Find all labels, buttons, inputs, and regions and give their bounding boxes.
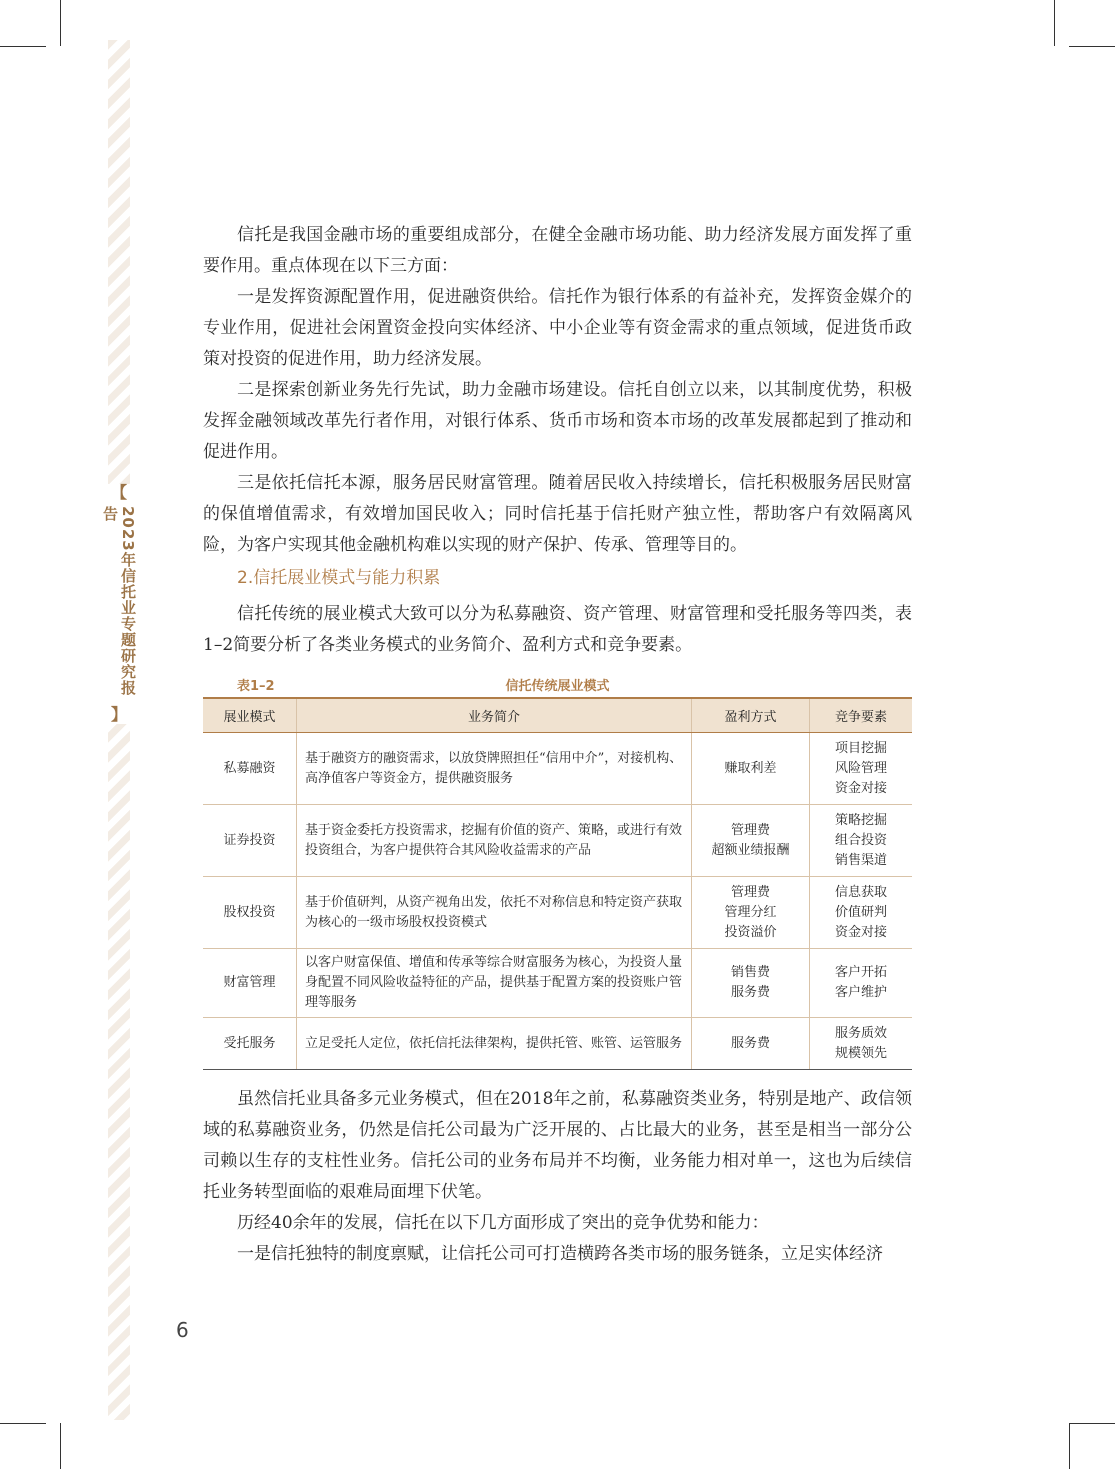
table-row xyxy=(203,805,912,877)
table-number: 表1–2 xyxy=(237,679,275,694)
paragraph: 信托是我国金融市场的重要组成部分，在健全金融市场功能、助力经济发展方面发挥了重要作用。重点体现在以下三方面： xyxy=(203,225,912,276)
table-caption xyxy=(203,671,912,695)
profit-cell xyxy=(692,805,810,877)
factor-item: 服务质效 xyxy=(834,1025,887,1041)
crop-mark xyxy=(60,0,61,46)
section-heading: 2.信托展业模式与能力积累 xyxy=(237,568,441,588)
factor-cell xyxy=(810,805,913,877)
profit-item: 管理费 xyxy=(730,884,770,900)
table-row xyxy=(203,877,912,949)
intro-cell: 基于价值研判，从资产视角出发，依托不对称信息和特定资产获取为核心的一级市场股权投资模式 xyxy=(297,877,692,949)
factor-item: 资金对接 xyxy=(834,924,887,940)
table-header-cell: 竞争要素 xyxy=(810,698,913,733)
paragraph: 历经40余年的发展，信托在以下几方面形成了突出的竞争优势和能力： xyxy=(237,1213,769,1233)
profit-item: 赚取利差 xyxy=(724,760,777,776)
table-header-cell: 业务简介 xyxy=(297,698,692,733)
mode-cell: 受托服务 xyxy=(203,1018,297,1070)
table-header-row xyxy=(203,698,912,733)
factor-cell xyxy=(810,1018,913,1070)
factor-item: 资金对接 xyxy=(834,780,887,796)
side-decorative-pattern xyxy=(108,40,130,1420)
factor-item: 风险管理 xyxy=(834,760,887,776)
profit-cell xyxy=(692,949,810,1018)
intro-cell: 以客户财富保值、增值和传承等综合财富服务为核心，为投资人量身配置不同风险收益特征的产品，提供基于配置方案的投资账户管理等服务 xyxy=(297,949,692,1018)
factor-item: 客户开拓 xyxy=(834,965,887,980)
intro-cell: 基于融资方的融资需求，以放贷牌照担任“信用中介”，对接机构、高净值客户等资金方，提供融资服务 xyxy=(297,733,692,805)
profit-item: 服务费 xyxy=(730,1035,770,1051)
factor-item: 组合投资 xyxy=(834,832,887,848)
factor-item: 项目挖掘 xyxy=(834,740,887,756)
table-row xyxy=(203,949,912,1018)
intro-cell: 基于资金委托方投资需求，挖掘有价值的资产、策略，或进行有效投资组合，为客户提供符合其风险收益需求的产品 xyxy=(297,805,692,877)
profit-cell xyxy=(692,877,810,949)
crop-mark xyxy=(0,46,46,47)
crop-mark xyxy=(1069,1423,1070,1469)
paragraph: 一是信托独特的制度禀赋，让信托公司可打造横跨各类市场的服务链条，立足实体经济 xyxy=(237,1244,883,1264)
table-row xyxy=(203,1018,912,1070)
factor-item: 信息获取 xyxy=(834,884,887,900)
factor-item: 销售渠道 xyxy=(834,852,887,868)
profit-item: 销售费 xyxy=(730,965,770,980)
paragraph: 虽然信托业具备多元业务模式，但在2018年之前，私募融资类业务，特别是地产、政信领域的私募融资业务，仍然是信托公司最为广泛开展的、占比最大的业务，甚至是相当一部分公司赖以生存的支柱性业务。信托公司的业务布局并不均衡，业务能力相对单一，这也为后续信托业务转型面临的艰难局面埋下伏笔。 xyxy=(203,1089,912,1202)
crop-mark xyxy=(1069,1423,1115,1424)
factor-cell xyxy=(810,949,913,1018)
paragraph: 一是发挥资源配置作用，促进融资供给。信托作为银行体系的有益补充，发挥资金媒介的专业作用，促进社会闲置资金投向实体经济、中小企业等有资金需求的重点领域，促进货币政策对投资的促进作用，助力经济发展。 xyxy=(203,287,912,369)
crop-mark xyxy=(1069,46,1115,47)
profit-item: 管理费 xyxy=(730,822,770,838)
profit-item: 投资溢价 xyxy=(724,924,777,940)
profit-cell xyxy=(692,733,810,805)
side-bracket-close: 】 xyxy=(110,705,127,724)
business-mode-table xyxy=(203,697,912,1070)
mode-cell: 证券投资 xyxy=(203,805,297,877)
table-header-cell: 展业模式 xyxy=(203,698,297,733)
page-body xyxy=(203,220,912,1270)
profit-cell xyxy=(692,1018,810,1070)
profit-item: 超额业绩报酬 xyxy=(711,842,790,858)
paragraph: 三是依托信托本源，服务居民财富管理。随着居民收入持续增长，信托积极服务居民财富的保值增值需求，有效增加国民收入；同时信托基于信托财产独立性，帮助客户有效隔离风险，为客户实现其他金融机构难以实现的财产保护、传承、管理等目的。 xyxy=(203,473,912,555)
crop-mark xyxy=(1054,0,1055,46)
factor-item: 策略挖掘 xyxy=(834,812,887,828)
table-header-cell: 盈利方式 xyxy=(692,698,810,733)
intro-paragraph: 信托传统的展业模式大致可以分为私募融资、资产管理、财富管理和受托服务等四类，表1–2简要分析了各类业务模式的业务简介、盈利方式和竞争要素。 xyxy=(203,604,912,655)
side-running-title xyxy=(101,483,137,724)
side-title-text: 2023年信托业专题研究报告 xyxy=(101,506,137,696)
mode-cell: 股权投资 xyxy=(203,877,297,949)
factor-cell xyxy=(810,877,913,949)
factor-item: 规模领先 xyxy=(834,1045,887,1061)
mode-cell: 私募融资 xyxy=(203,733,297,805)
factor-cell xyxy=(810,733,913,805)
closing-text xyxy=(203,1084,912,1270)
side-bracket-open: 【 xyxy=(110,483,127,502)
page-number: 6 xyxy=(176,1318,189,1342)
intro-cell: 立足受托人定位，依托信托法律架构，提供托管、账管、运管服务 xyxy=(297,1018,692,1070)
paragraph: 二是探索创新业务先行先试，助力金融市场建设。信托自创立以来，以其制度优势，积极发挥金融领域改革先行者作用，对银行体系、货币市场和资本市场的改革发展都起到了推动和促进作用。 xyxy=(203,380,912,462)
table-title: 信托传统展业模式 xyxy=(505,679,610,694)
profit-item: 服务费 xyxy=(730,985,770,1000)
factor-item: 客户维护 xyxy=(834,985,887,1000)
mode-cell: 财富管理 xyxy=(203,949,297,1018)
table-row xyxy=(203,733,912,805)
factor-item: 价值研判 xyxy=(834,904,887,920)
crop-mark xyxy=(0,1423,46,1424)
profit-item: 管理分红 xyxy=(724,904,777,920)
crop-mark xyxy=(60,1423,61,1469)
